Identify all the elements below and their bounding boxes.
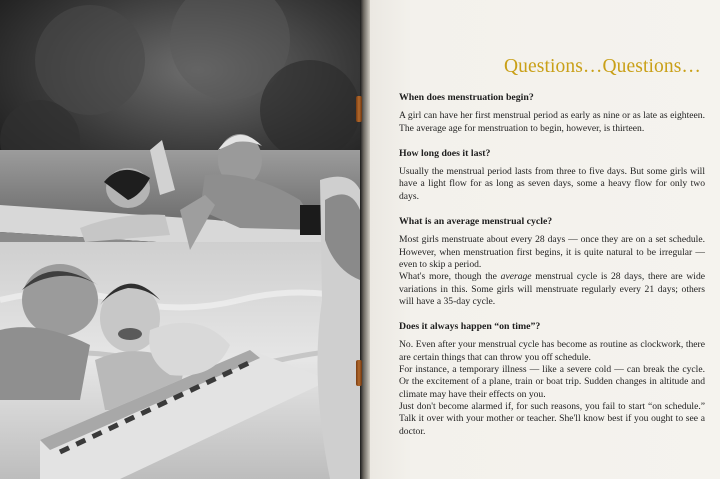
answer-text-part: What's more, though the — [399, 271, 501, 283]
answer-text: Just don't become alarmed if, for such reasons, you fail to start “on schedule.” Talk it over with your mother or teacher. She'll know best if you ought to see a doctor. — [399, 400, 705, 437]
answer-text: A girl can have her first menstrual period as early as nine or as late as eighteen. The average age for menstruation to begin, however, is thirteen. — [399, 110, 705, 134]
answer-text: Usually the menstrual period lasts from three to five days. But some girls will have a light flow for as long as seven days, some a heavy flow for only two days. — [399, 166, 705, 202]
text-page — [370, 0, 720, 479]
qa-section-duration — [399, 148, 705, 203]
qa-section-cycle — [399, 216, 705, 308]
question-heading: What is an average menstrual cycle? — [399, 216, 553, 228]
qa-section-on-time — [399, 321, 705, 438]
answer-text-part: menstrual cycle is 28 days, there are wide variations in this. Some girls will menstruate regularly every 21 days; others will have a 35-day cycle. — [399, 271, 705, 307]
page-title: Questions…Questions… — [504, 56, 701, 77]
question-heading: When does menstruation begin? — [399, 92, 534, 103]
staple-top — [356, 96, 362, 122]
staple-bottom — [356, 360, 362, 386]
question-heading: How long does it last? — [399, 147, 491, 159]
answer-text: Most girls menstruate about every 28 days — once they are on a set schedule. However, when menstruation first begins, it is quite natural to be irregular — even to skip a period. — [399, 234, 705, 270]
qa-section-begin — [399, 92, 705, 135]
question-heading: Does it always happen “on time”? — [399, 321, 541, 333]
emphasis-text: average — [500, 271, 532, 283]
spine — [360, 0, 370, 479]
answer-text: For instance, a temporary illness — like a severe cold — can break the cycle. Or the excitement of a plane, train or boat trip. Sudden changes in altitude and climate may have their effects on you. — [399, 364, 705, 400]
answer-text — [399, 271, 705, 308]
qa-content — [399, 92, 705, 449]
answer-text: No. Even after your menstrual cycle has become as routine as clockwork, there are certain things that can throw you off schedule. — [399, 339, 705, 363]
